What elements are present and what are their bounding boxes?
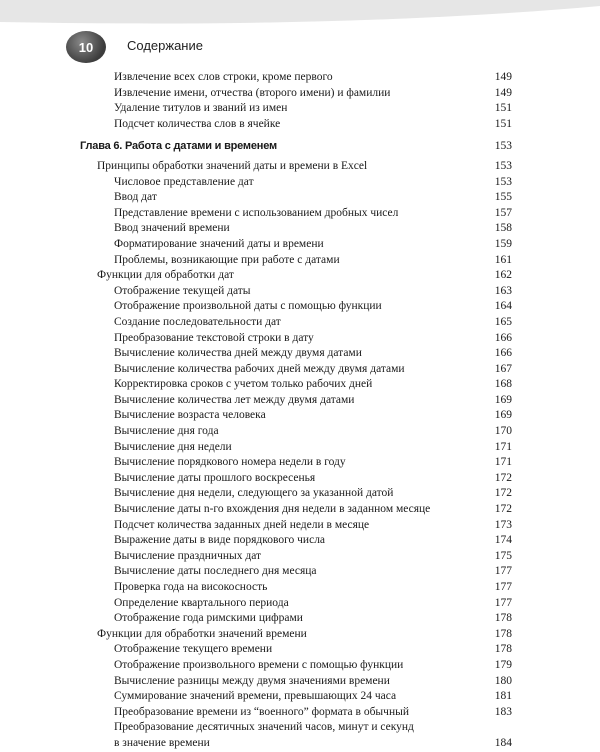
toc-entry-row (80, 190, 512, 206)
toc-entry-page: 180 (494, 674, 512, 687)
toc-entry-page: 171 (494, 440, 512, 453)
toc-entry-page: 149 (494, 86, 512, 99)
toc-entry-title: Вычисление дня недели, следующего за указанной датой (114, 487, 394, 500)
toc-chapter-row (80, 139, 512, 155)
toc-entry-page: 166 (494, 331, 512, 344)
toc-entry-title: Вычисление количества лет между двумя датами (114, 393, 355, 406)
toc-entry-page: 174 (494, 534, 512, 547)
toc-entry-title: Отображение текущей даты (114, 284, 251, 297)
toc-entry-row (80, 331, 512, 347)
toc-entry-title: Числовое представление дат (114, 175, 254, 188)
toc-entry-row (80, 206, 512, 222)
toc-entry-row (80, 377, 512, 393)
toc-entry-page: 177 (494, 596, 512, 609)
toc-entry-title: Отображение произвольной даты с помощью функции (114, 300, 382, 313)
toc-entry-row (80, 268, 512, 284)
toc-entry-title: Представление времени с использованием дробных чисел (114, 206, 399, 219)
toc-entry-page: 177 (494, 581, 512, 593)
toc-entry-title: Подсчет количества слов в ячейке (114, 117, 281, 130)
toc-entry-title: Вычисление даты последнего дня месяца (114, 565, 317, 578)
toc-entry-title: Функции для обработки значений времени (97, 627, 307, 640)
toc-entry-row (80, 346, 512, 362)
toc-entry-title: Проблемы, возникающие при работе с датами (114, 253, 340, 266)
toc-entry-page: 178 (494, 643, 512, 656)
toc-entry-page: 157 (494, 206, 512, 219)
toc-entry-title: Глава 6. Работа с датами и временем (80, 140, 277, 153)
toc-entry-page: 178 (494, 612, 512, 625)
toc-entry-row (80, 408, 512, 424)
toc-entry-row (80, 674, 512, 690)
toc-entry-title: Вычисление дня года (114, 425, 219, 438)
toc-entry-title: Корректировка сроков с учетом только рабочих дней (114, 378, 373, 391)
toc-entry-page: 169 (494, 393, 512, 406)
toc-entry-row (80, 101, 512, 117)
toc-entry-title: Отображение текущего времени (114, 643, 273, 656)
toc-entry-page: 177 (494, 565, 512, 578)
toc-entry-page: 172 (494, 503, 512, 516)
toc-entry-row (80, 159, 512, 175)
page-number-badge (66, 31, 106, 63)
toc-entry-title: Вычисление возраста человека (114, 409, 266, 422)
toc-entry-row (80, 720, 512, 751)
toc-entry-page: 179 (494, 658, 512, 671)
toc-entry-row (80, 705, 512, 721)
toc-entry-row (80, 455, 512, 471)
toc-entry-title: Извлечение всех слов строки, кроме первого (114, 71, 333, 83)
toc-entry-title: Определение квартального периода (114, 596, 289, 609)
toc-entry-row (80, 237, 512, 253)
toc-entry-row (80, 70, 512, 86)
toc-entry-page: 178 (494, 627, 512, 640)
toc-entry-title: Вычисление даты n-го вхождения дня недели в заданном месяце (114, 503, 431, 516)
toc-entry-title: Проверка года на високосность (114, 581, 268, 593)
toc-entry-row (80, 611, 512, 627)
toc-entry-page: 162 (494, 269, 512, 282)
toc-entry-page: 169 (494, 409, 512, 422)
toc-entry-page: 171 (494, 456, 512, 469)
toc-entry-title: Ввод значений времени (114, 222, 230, 235)
toc-entry-row (80, 284, 512, 300)
toc-entry-title: Принципы обработки значений даты и времени в Excel (97, 159, 368, 172)
toc-entry-title: Отображение года римскими цифрами (114, 612, 303, 625)
toc-entry-title: Извлечение имени, отчества (второго имени) и фамилии (114, 86, 391, 99)
toc-entry-row (80, 440, 512, 456)
toc-entry-title: Вычисление количества дней между двумя датами (114, 347, 362, 360)
toc-entry-title: Преобразование текстовой строки в дату (114, 331, 314, 344)
page-header (0, 0, 600, 68)
toc-entry-title: Вычисление даты прошлого воскресенья (114, 471, 316, 484)
toc-entry-title: Выражение даты в виде порядкового числа (114, 534, 326, 547)
toc-entry-row (80, 658, 512, 674)
toc-entry-title: Форматирование значений даты и времени (114, 237, 324, 250)
toc-entry-page: 173 (494, 518, 512, 531)
toc-entry-page: 153 (494, 159, 512, 172)
toc-entry-title-line: Преобразование десятичных значений часов, минут и секунд (114, 721, 414, 734)
toc-entry-row (80, 533, 512, 549)
toc-entry-row (80, 486, 512, 502)
toc-entry-page: 151 (494, 117, 512, 130)
toc-entry-title: Вычисление порядкового номера недели в году (114, 456, 346, 469)
toc-entry-page: 155 (494, 191, 512, 204)
toc-entry-page: 175 (494, 549, 512, 562)
toc-entry-page: 172 (494, 471, 512, 484)
toc-entry-row (80, 580, 512, 596)
toc-entry-row (80, 502, 512, 518)
toc-entry-page: 159 (494, 237, 512, 250)
toc-entry-row (80, 596, 512, 612)
toc-entry-title: Отображение произвольного времени с помощью функции (114, 658, 404, 671)
toc-entry-row (80, 393, 512, 409)
toc-entry-page: 168 (494, 378, 512, 391)
toc-entry-page: 151 (494, 102, 512, 115)
running-title: Содержание (127, 38, 203, 53)
toc-entry-page: 166 (494, 347, 512, 360)
toc-entry-page: 164 (494, 300, 512, 313)
toc-entry-title: Функции для обработки дат (97, 269, 234, 282)
page-number: 10 (78, 39, 94, 55)
toc-entry-row (80, 627, 512, 643)
toc-entry-page: 183 (494, 705, 512, 718)
toc-entry-page: 170 (494, 425, 512, 438)
toc-entry-title: Ввод дат (114, 191, 157, 204)
toc-entry-row (80, 175, 512, 191)
table-of-contents (80, 70, 512, 752)
toc-entry-page: 172 (494, 487, 512, 500)
toc-entry-page: 153 (494, 175, 512, 188)
toc-entry-title: Удаление титулов и званий из имен (114, 102, 288, 115)
toc-entry-row (80, 689, 512, 705)
toc-entry-page: 165 (494, 315, 512, 328)
toc-entry-page: 161 (494, 253, 512, 266)
toc-entry-page: 149 (494, 71, 512, 83)
toc-entry-title: Вычисление праздничных дат (114, 549, 262, 562)
toc-entry-title: Вычисление разницы между двумя значениями времени (114, 674, 390, 687)
toc-entry-title: Суммирование значений времени, превышающих 24 часа (114, 690, 397, 703)
toc-entry-row (80, 518, 512, 534)
toc-entry-title: Создание последовательности дат (114, 315, 281, 328)
toc-entry-row (80, 221, 512, 237)
toc-entry-title-line: в значение времени (114, 736, 210, 749)
toc-entry-page: 184 (494, 736, 512, 749)
toc-entry-page: 153 (494, 140, 512, 153)
toc-entry-row (80, 564, 512, 580)
toc-entry-row (80, 253, 512, 269)
toc-entry-row (80, 362, 512, 378)
toc-entry-row (80, 315, 512, 331)
toc-entry-row (80, 299, 512, 315)
toc-entry-title: Вычисление количества рабочих дней между двумя датами (114, 362, 405, 375)
toc-entry-row (80, 471, 512, 487)
toc-entry-page: 167 (494, 362, 512, 375)
toc-entry-row (80, 424, 512, 440)
toc-entry-title: Подсчет количества заданных дней недели в месяце (114, 518, 370, 531)
toc-entry-row (80, 117, 512, 133)
toc-entry-page: 181 (494, 690, 512, 703)
toc-entry-title: Преобразование времени из “военного” формата в обычный (114, 705, 409, 718)
toc-entry-title: Вычисление дня недели (114, 440, 232, 453)
toc-entry-title (80, 720, 414, 751)
toc-entry-row (80, 86, 512, 102)
toc-entry-page: 163 (494, 284, 512, 297)
toc-entry-page: 158 (494, 222, 512, 235)
toc-entry-row (80, 549, 512, 565)
toc-entry-row (80, 642, 512, 658)
